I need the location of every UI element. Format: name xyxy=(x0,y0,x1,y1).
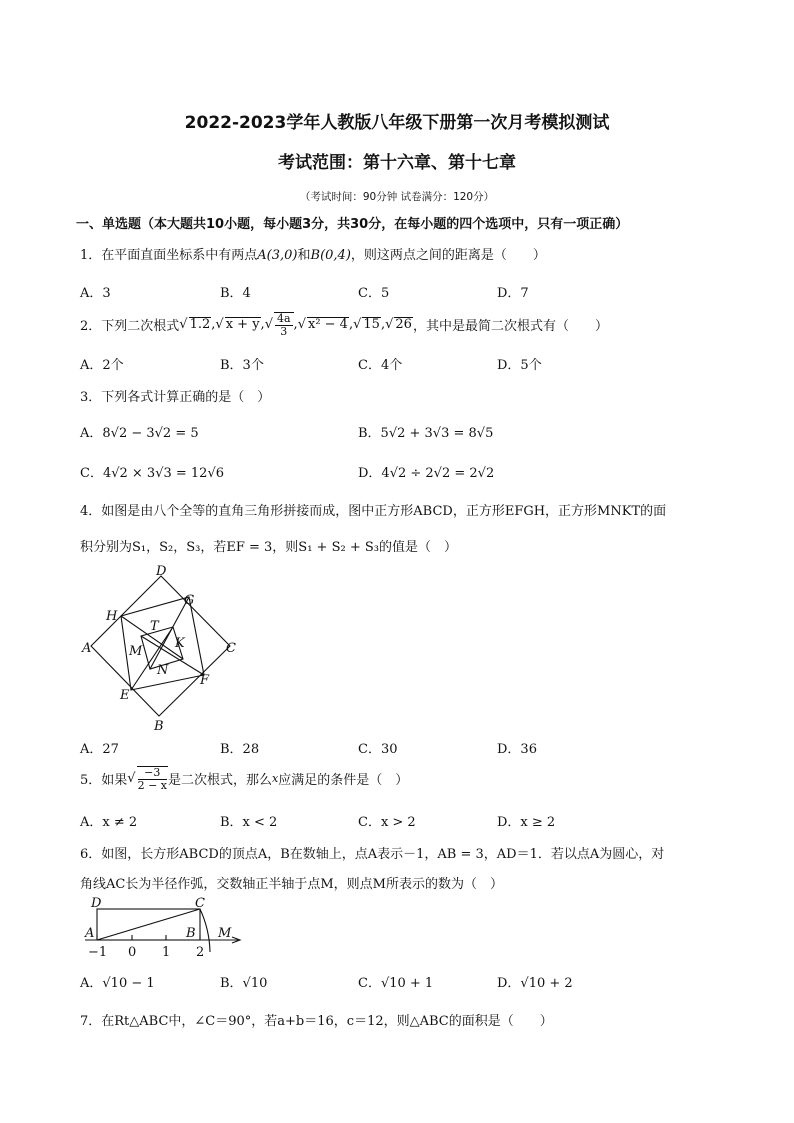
q4-label-b: B xyxy=(154,719,164,732)
q1-stem-end: ，则这两点之间的距离是（ ） xyxy=(350,248,546,263)
q3-option-d[interactable]: D．4√2 ÷ 2√2 = 2√2 xyxy=(358,466,495,481)
q4-label-e: E xyxy=(120,688,130,703)
q5-option-b[interactable]: B．x < 2 xyxy=(220,815,278,830)
q6-label-b: B xyxy=(186,926,196,941)
q4-label-g: G xyxy=(184,593,195,608)
q1-option-b[interactable]: B．4 xyxy=(220,286,251,301)
q1-point-a: A(3,0) xyxy=(257,248,298,263)
question-7: 7．在Rt△ABC中，∠C＝90°，若a+b＝16，c＝12，则△ABC的面积是（ ） xyxy=(80,1014,553,1029)
q2-radicand-2: x + y xyxy=(225,316,260,332)
q4-label-k: K xyxy=(175,636,185,651)
q5-stem-end: 应满足的条件是（ ） xyxy=(278,773,409,789)
question-1 xyxy=(80,244,546,263)
q6-tick-1: 1 xyxy=(162,945,171,960)
q2-radicand-6: 26 xyxy=(395,316,412,332)
q5-stem: 5．如果 xyxy=(80,773,128,789)
q1-option-c[interactable]: C．5 xyxy=(358,286,390,301)
q6-tick-0: 0 xyxy=(128,945,137,960)
q6-option-c[interactable]: C．√10 + 1 xyxy=(358,976,434,991)
q5-numerator: −3 xyxy=(138,767,167,780)
q4-option-d[interactable]: D．36 xyxy=(497,742,537,757)
q5-variable: x xyxy=(272,772,279,786)
q4-option-b[interactable]: B．28 xyxy=(220,742,260,757)
question-5: 5．如果 √ $\frac{-3}{2 - x}$ 是二次根式，那么 x 应满足的条件是（ ） xyxy=(80,766,409,792)
question-6-line-1: 6．如图，长方形ABCD的顶点A，B在数轴上，点A表示－1，AB = 3，AD＝1．若以点A为圆心，对 xyxy=(80,847,665,862)
q6-tick-2: 2 xyxy=(196,945,205,960)
q6-figure xyxy=(80,895,255,961)
q2-option-c[interactable]: C．4个 xyxy=(358,358,403,373)
q1-point-b: B(0,4) xyxy=(310,248,351,263)
q4-label-c: C xyxy=(226,641,236,656)
q3-option-b[interactable]: B．5√2 + 3√3 = 8√5 xyxy=(358,426,494,441)
q6-diagonal-ac xyxy=(97,909,200,940)
q5-option-a[interactable]: A．x ≠ 2 xyxy=(80,815,138,830)
question-2: 2．下列二次根式 √ 1.2 , √ x + y , √ $\frac{4a}{3}$ , √ x² − 4 , √ 15 , √ 26 ，其中是最简二次根式有（ ） xyxy=(80,312,608,338)
exam-scope: 考试范围：第十六章、第十七章 xyxy=(278,153,516,173)
q1-stem: 1．在平面直面坐标系中有两点 xyxy=(80,248,258,263)
q2-stem-end: ，其中是最简二次根式有（ ） xyxy=(412,319,608,335)
q2-option-d[interactable]: D．5个 xyxy=(497,358,542,373)
q6-tick-neg1: −1 xyxy=(88,945,108,960)
q3-option-c[interactable]: C．4√2 × 3√3 = 12√6 xyxy=(80,466,225,481)
exam-note: （考试时间：90分钟 试卷满分：120分） xyxy=(299,191,495,203)
q2-stem: 2．下列二次根式 xyxy=(80,319,180,335)
q4-label-f: F xyxy=(200,673,210,688)
q4-option-a[interactable]: A．27 xyxy=(80,742,119,757)
q5-option-c[interactable]: C．x > 2 xyxy=(358,815,416,830)
q2-radicand-3-num: 4a xyxy=(276,312,291,325)
q6-option-b[interactable]: B．√10 xyxy=(220,976,268,991)
q4-label-h: H xyxy=(106,609,118,624)
question-4-line-1: 4．如图是由八个全等的直角三角形拼接而成，图中正方形ABCD，正方形EFGH，正方形MNKT的面 xyxy=(80,504,667,519)
q3-option-a[interactable]: A．8√2 − 3√2 = 5 xyxy=(80,426,199,441)
q2-radicand-1: 1.2 xyxy=(189,316,211,332)
q6-label-c: C xyxy=(195,896,205,911)
q5-option-d[interactable]: D．x ≥ 2 xyxy=(497,815,556,830)
q2-radicand-5: 15 xyxy=(363,316,380,332)
q6-label-a: A xyxy=(85,926,95,941)
q4-label-m: M xyxy=(129,644,143,659)
q6-option-a[interactable]: A．√10 − 1 xyxy=(80,976,155,991)
q4-figure xyxy=(80,562,250,732)
page-title: 2022-2023学年人教版八年级下册第一次月考模拟测试 xyxy=(184,113,610,133)
q2-radicand-4: x² − 4 xyxy=(307,316,348,332)
q4-label-t: T xyxy=(150,619,159,634)
q1-option-a[interactable]: A．3 xyxy=(80,286,111,301)
section-heading: 一、单选题（本大题共10小题，每小题3分，共30分，在每小题的四个选项中，只有一项正确） xyxy=(76,217,629,232)
q6-option-d[interactable]: D．√10 + 2 xyxy=(497,976,573,991)
q2-option-a[interactable]: A．2个 xyxy=(80,358,124,373)
q2-radicand-3-den: 3 xyxy=(280,324,288,338)
q5-stem-mid: 是二次根式，那么 xyxy=(168,773,273,789)
q1-option-d[interactable]: D．7 xyxy=(497,286,529,301)
q4-label-a: A xyxy=(82,641,92,656)
question-4-line-2: 积分别为S₁，S₂，S₃，若EF = 3，则S₁ + S₂ + S₃的值是（ ） xyxy=(80,540,457,555)
q6-label-d: D xyxy=(91,896,102,911)
question-3: 3．下列各式计算正确的是（ ） xyxy=(80,390,271,405)
q4-label-n: N xyxy=(157,663,169,678)
q4-option-c[interactable]: C．30 xyxy=(358,742,398,757)
q2-option-b[interactable]: B．3个 xyxy=(220,358,264,373)
question-6-line-2: 角线AC长为半径作弧，交数轴正半轴于点M，则点M所表示的数为（ ） xyxy=(80,877,503,892)
q5-denominator: 2 − x xyxy=(137,778,167,792)
q6-label-m: M xyxy=(218,926,232,941)
q1-and: 和 xyxy=(297,248,311,263)
q4-label-d: D xyxy=(156,564,167,579)
